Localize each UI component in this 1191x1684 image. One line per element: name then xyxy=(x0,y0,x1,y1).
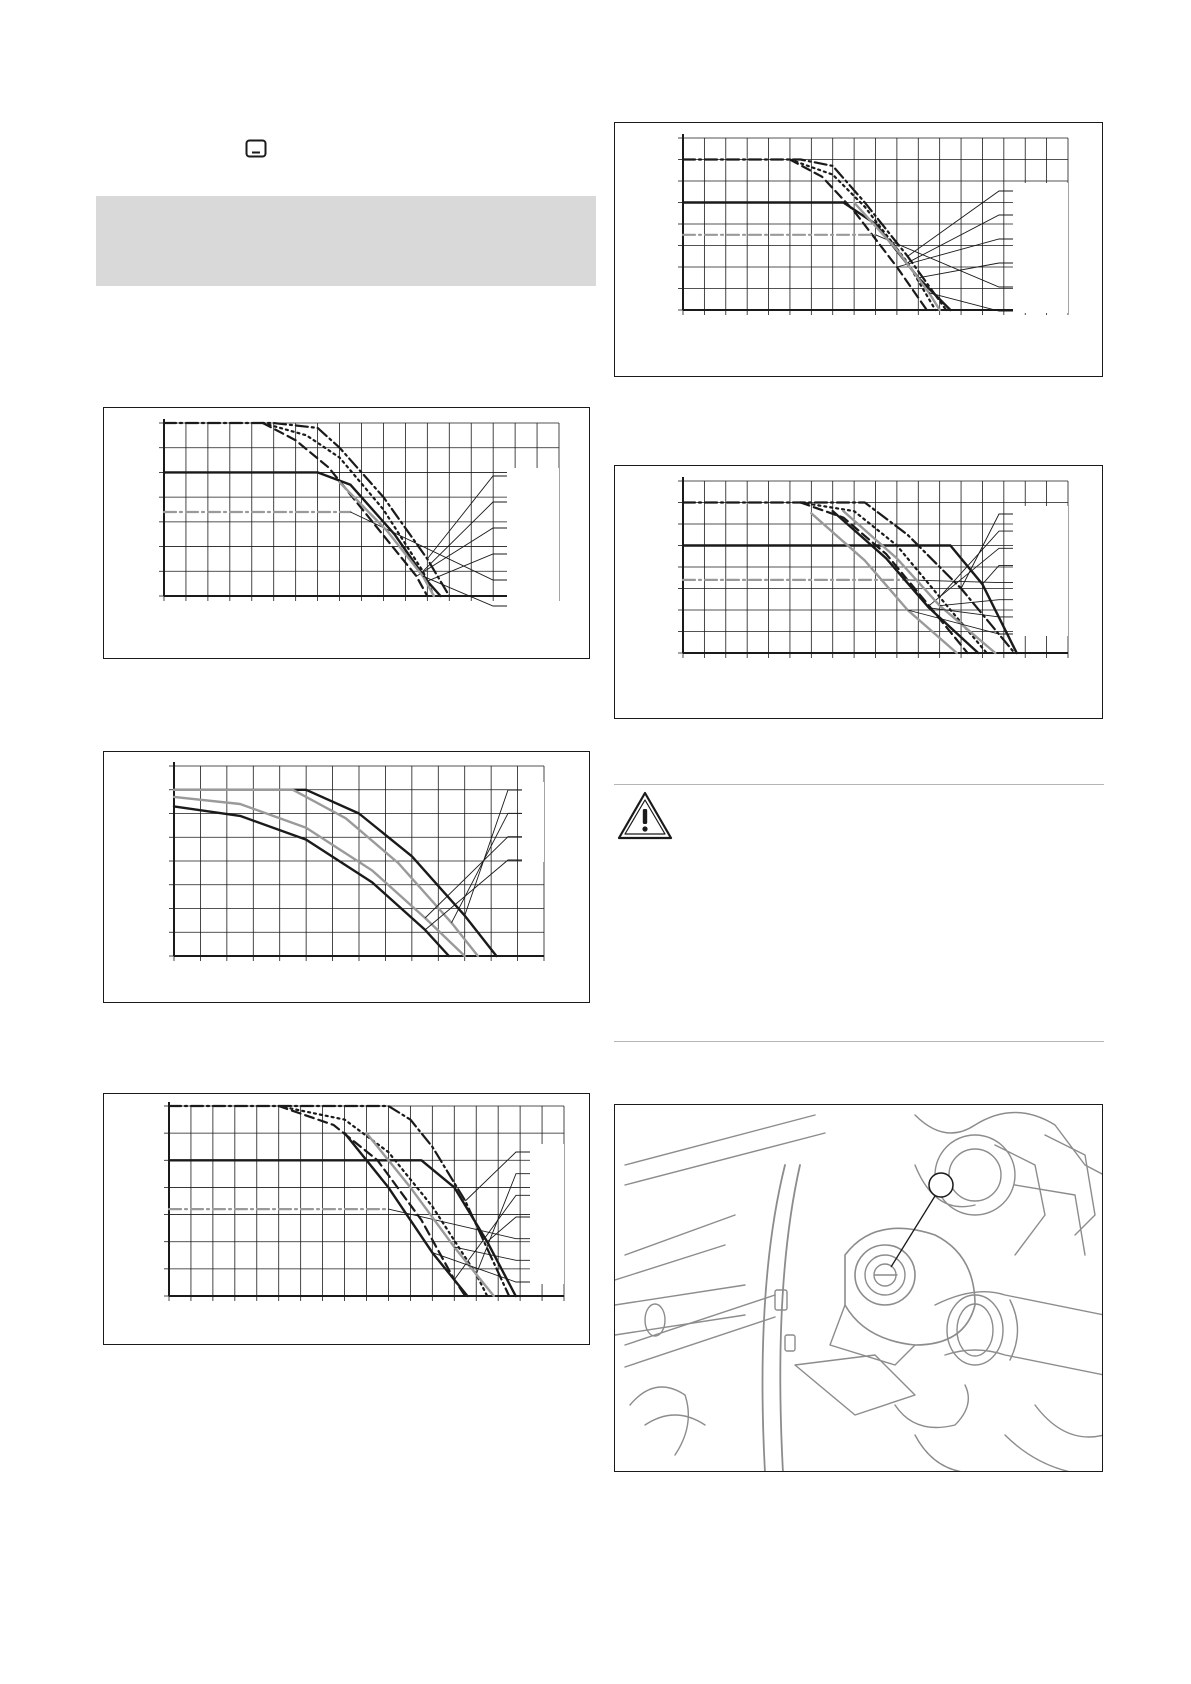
series-line-dashed-1 xyxy=(279,1106,466,1296)
leader-line xyxy=(452,813,523,923)
leader-line xyxy=(423,502,507,571)
warning-top-rule xyxy=(614,784,1104,785)
series-line-solid-flat xyxy=(683,203,950,311)
series-line-max-dashdot xyxy=(169,1106,509,1296)
leader-line xyxy=(465,790,522,916)
series-line-dashed-1 xyxy=(263,423,428,596)
leader-line xyxy=(388,1209,530,1239)
series-line-dotted-1 xyxy=(279,1106,488,1296)
chart-frame-5 xyxy=(614,465,1103,719)
legend-area xyxy=(522,782,544,862)
leader-line xyxy=(929,608,1013,617)
legend-area xyxy=(1013,183,1068,313)
warning-bottom-rule xyxy=(614,1041,1104,1042)
leader-line xyxy=(929,548,1013,605)
leader-line xyxy=(940,600,1013,606)
chart-frame-3 xyxy=(103,1093,590,1345)
chart-1 xyxy=(104,408,591,660)
series-line-solid-flat xyxy=(169,1160,516,1296)
display-icon xyxy=(245,139,267,159)
chart-frame-2 xyxy=(103,751,590,1003)
series-line-outer-gray xyxy=(174,790,478,956)
series-line-outer-black xyxy=(174,790,496,956)
chart-5 xyxy=(615,466,1104,720)
chart-4 xyxy=(615,123,1104,378)
chart-grid xyxy=(678,138,1068,315)
legend-area xyxy=(530,1144,564,1284)
series-line-solid-flat xyxy=(683,546,1017,654)
leader-line xyxy=(897,239,1013,267)
leader-line xyxy=(982,565,1013,584)
warning-triangle-icon xyxy=(616,790,674,842)
chart-2 xyxy=(104,752,591,1004)
leader-line xyxy=(425,837,522,918)
legend-area xyxy=(1013,506,1068,636)
leader-line xyxy=(918,263,1013,278)
leader-line xyxy=(940,531,1013,597)
chart-grid xyxy=(169,766,544,961)
leader-line xyxy=(476,1174,530,1275)
chart-3 xyxy=(104,1094,591,1346)
series-line-dotted-1 xyxy=(801,503,987,654)
note-band xyxy=(96,196,596,286)
callout-circle-icon xyxy=(929,1173,953,1197)
legend-area xyxy=(507,468,559,608)
chart-frame-4 xyxy=(614,122,1103,377)
illustration-frame xyxy=(614,1104,1103,1472)
series-line-inner-black xyxy=(174,806,449,956)
pump-illustration xyxy=(615,1105,1103,1472)
leader-line xyxy=(961,514,1013,589)
chart-frame-1 xyxy=(103,407,590,659)
leader-line xyxy=(908,215,1013,263)
series-line-dotted-1 xyxy=(263,423,434,596)
